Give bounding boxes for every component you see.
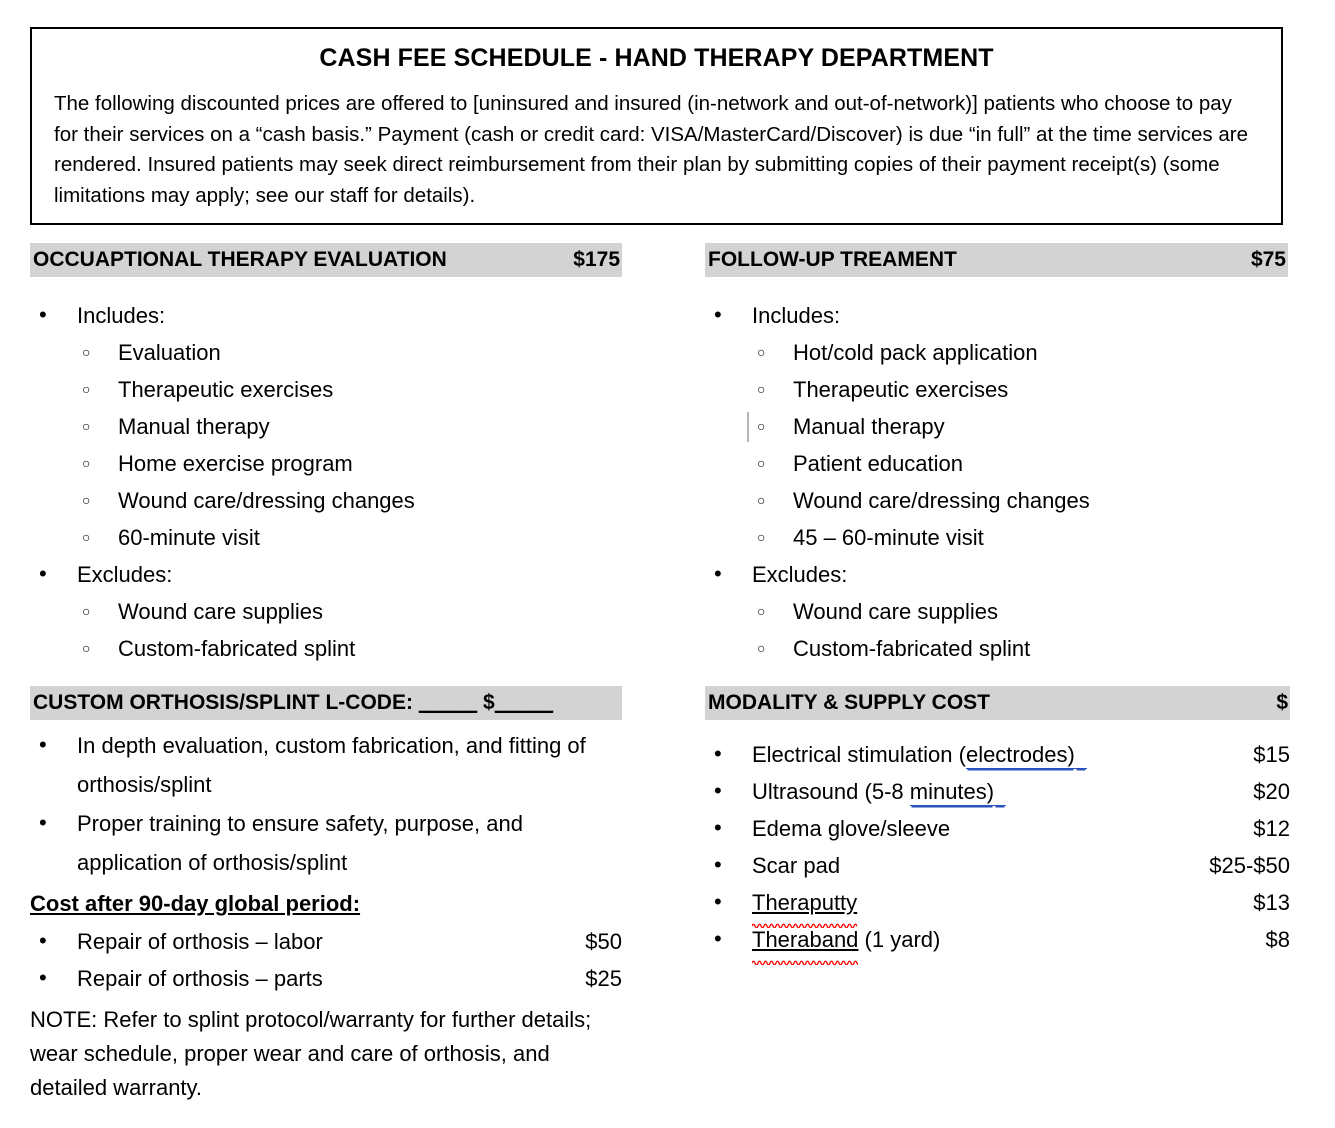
list-item-group-label: • Includes: <box>705 297 1290 334</box>
notice-paragraph: The following discounted prices are offered to [uninsured and insured (in-network and out-of-network)] patients who choose to pay for their services on a “cash basis.” Payment (cash or credit card: VISA/MasterCard/Discover) is due “in full” at the time services are rendered. Insured patients may seek direct reimbursement from their plan by submitting copies of their payment receipt(s) (some limitations may apply; see our staff for details). <box>54 92 1248 207</box>
list-item: ○ Wound care/dressing changes <box>30 482 622 519</box>
modality-label <box>752 736 1087 773</box>
dollar-sign: $ <box>483 691 495 714</box>
section-header-ot-evaluation <box>30 243 622 277</box>
modality-label: • Scar pad <box>752 853 841 878</box>
modality-label-plain: (1 yard) <box>858 927 941 952</box>
repair-price: $25 <box>585 966 622 991</box>
spellcheck-word-text: Theraputty <box>752 890 858 915</box>
orthosis-note: NOTE: Refer to splint protocol/warranty for further details; wear schedule, proper wear and care of orthosis, and detailed warranty. <box>30 1007 592 1100</box>
price-blank[interactable]: _____ <box>494 691 554 714</box>
section-header-follow-up <box>705 243 1288 277</box>
modality-label-plain: Ultrasound (5-8 <box>752 779 910 804</box>
list-item: ○ Therapeutic exercises <box>705 371 1290 408</box>
list-item-group-label: • Includes: <box>30 297 622 334</box>
list-item: ○ 45 – 60-minute visit <box>705 519 1290 556</box>
section-header-modality <box>705 686 1290 720</box>
repair-row <box>30 923 622 960</box>
modality-row <box>705 736 1290 773</box>
section-title-follow-up: FOLLOW-UP TREAMENT <box>708 248 957 271</box>
ot-evaluation-list <box>30 297 622 667</box>
modality-label: • Edema glove/sleeve <box>752 816 951 841</box>
modality-price: $12 <box>1253 816 1290 841</box>
spellcheck-word <box>752 884 857 921</box>
modality-price: $8 <box>1265 927 1290 952</box>
section-header-custom-orthosis <box>30 686 622 720</box>
text-cursor-caret <box>747 412 749 442</box>
list-item-group-label: • Excludes: <box>705 556 1290 593</box>
spellcheck-word-text: Theraband <box>752 927 859 952</box>
list-item: ○ Custom-fabricated splint <box>30 630 622 667</box>
modality-label <box>752 773 1006 810</box>
section-title-custom-orthosis: CUSTOM ORTHOSIS/SPLINT L-CODE: <box>33 691 413 714</box>
list-item: ○ Patient education <box>705 445 1290 482</box>
modality-row <box>705 884 1290 921</box>
list-item: ○ 60-minute visit <box>30 519 622 556</box>
list-item: ○ Therapeutic exercises <box>30 371 622 408</box>
notice-box <box>30 27 1283 225</box>
modality-row <box>705 810 1290 847</box>
section-title-ot-evaluation: OCCUAPTIONAL THERAPY EVALUATION <box>33 248 447 271</box>
list-item: ○ Manual therapy <box>30 408 622 445</box>
right-column <box>705 243 1290 958</box>
left-column <box>30 243 622 1105</box>
repair-label: • Repair of orthosis – labor <box>77 929 323 954</box>
custom-orthosis-bullet: • In depth evaluation, custom fabrication, and fitting of orthosis/splint <box>30 726 622 804</box>
modality-price: $15 <box>1253 742 1290 767</box>
spellcheck-squiggle-icon <box>752 959 858 965</box>
repair-row <box>30 960 622 997</box>
modality-price: $20 <box>1253 779 1290 804</box>
list-item: ○ Wound care supplies <box>705 593 1290 630</box>
cost-after-heading: Cost after 90-day global period: <box>30 891 361 916</box>
list-item: ○ Wound care supplies <box>30 593 622 630</box>
modality-row <box>705 773 1290 810</box>
lcode-blank[interactable]: _____ <box>418 691 478 714</box>
custom-orthosis-bullet: • Proper training to ensure safety, purpose, and application of orthosis/splint <box>30 804 622 882</box>
section-title-modality: MODALITY & SUPPLY COST <box>708 691 990 714</box>
list-item: ○ Manual therapy <box>705 408 1290 445</box>
section-price-modality: $ <box>1276 691 1288 714</box>
modality-label <box>752 921 940 958</box>
follow-up-list <box>705 297 1290 667</box>
repair-label: • Repair of orthosis – parts <box>77 966 323 991</box>
list-item: ○ Wound care/dressing changes <box>705 482 1290 519</box>
modality-row <box>705 847 1290 884</box>
page-title: CASH FEE SCHEDULE - HAND THERAPY DEPARTMENT <box>319 44 994 72</box>
section-price-ot-evaluation: $175 <box>573 248 620 271</box>
modality-price: $25-$50 <box>1209 853 1290 878</box>
list-item: ○ Hot/cold pack application <box>705 334 1290 371</box>
grammar-underline-text: electrodes) <box>965 742 1075 767</box>
section-price-follow-up: $75 <box>1250 248 1286 271</box>
modality-label <box>752 884 857 921</box>
modality-label-plain: Electrical stimulation ( <box>752 742 966 767</box>
repair-price: $50 <box>585 929 622 954</box>
spellcheck-word <box>752 921 858 958</box>
list-item: ○ Home exercise program <box>30 445 622 482</box>
list-item: ○ Evaluation <box>30 334 622 371</box>
grammar-underline-text: minutes) <box>909 779 995 804</box>
modality-price: $13 <box>1253 890 1290 915</box>
modality-row <box>705 921 1290 958</box>
list-item-group-label: • Excludes: <box>30 556 622 593</box>
list-item: ○ Custom-fabricated splint <box>705 630 1290 667</box>
